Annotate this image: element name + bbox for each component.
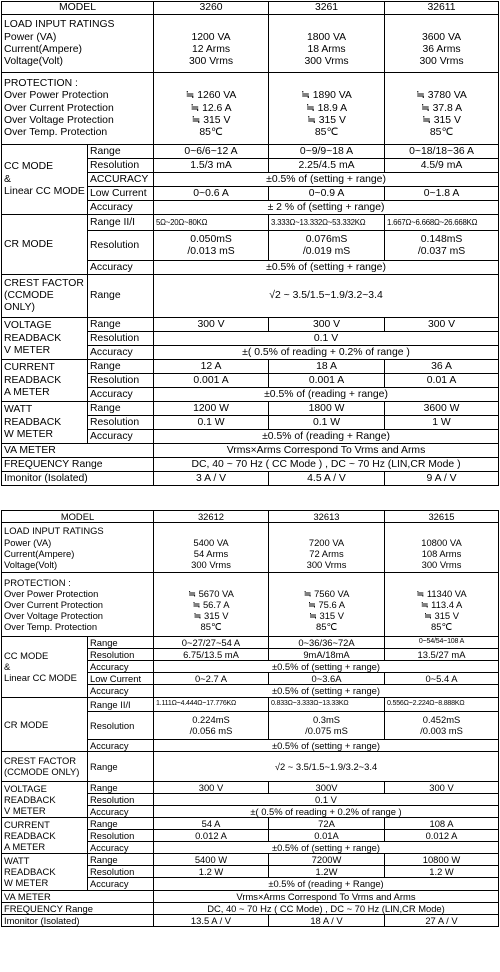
model-32612: 32612 xyxy=(154,511,269,523)
cc-res-3261: 2.25/4.5 mA xyxy=(269,159,385,173)
power-label: Power (VA) xyxy=(4,31,57,43)
current-label: Current(Ampere) xyxy=(4,43,82,55)
cc-accuracy-label: ACCURACY xyxy=(88,173,154,187)
ameter-range-label: Range xyxy=(88,817,154,829)
imonitor-32611: 9 A / V xyxy=(385,472,499,486)
imonitor-32613: 18 A / V xyxy=(269,914,385,926)
cr-res-3260: 0.050mS /0.013 mS xyxy=(154,231,269,261)
load-32612: 5400 VA 54 Arms 300 Vrms xyxy=(154,523,269,573)
ameter-acc-label: Accuracy xyxy=(88,388,154,402)
wmeter-range-32611: 3600 W xyxy=(385,402,499,416)
va-meter-value: Vrms×Arms Correspond To Vrms and Arms xyxy=(154,444,499,458)
ameter-category: CURRENT READBACK A METER xyxy=(2,360,88,402)
load-32613: 7200 VA 72 Arms 300 Vrms xyxy=(269,523,385,573)
vmeter-res-value: 0.1 V xyxy=(154,332,499,346)
ameter-range-row xyxy=(2,360,499,374)
ameter-res-32612: 0.012 A xyxy=(154,830,269,842)
vmeter-category: VOLTAGE READBACK V METER xyxy=(2,318,88,360)
header-row xyxy=(2,2,499,15)
cc-res-32612: 6.75/13.5 mA xyxy=(154,649,269,661)
cc-low-32615: 0~5.4 A xyxy=(385,673,499,685)
cc-accuracy-value: ±0.5% of (setting + range) xyxy=(154,173,499,187)
cc-range-label: Range xyxy=(88,145,154,159)
cc-accuracy2-label: Accuracy xyxy=(88,685,154,697)
wmeter-range-3260: 1200 W xyxy=(154,402,269,416)
wmeter-res-32612: 1.2 W xyxy=(154,866,269,878)
cr-range-label: Range II/I xyxy=(88,697,154,711)
ameter-range-32612: 54 A xyxy=(154,817,269,829)
spec-table-3261x-series xyxy=(1,510,499,927)
cc-accuracy-value: ±0.5% of (setting + range) xyxy=(154,661,499,673)
ameter-range-32615: 108 A xyxy=(385,817,499,829)
cr-mode-category: CR MODE xyxy=(2,215,88,275)
vmeter-range-row xyxy=(2,781,499,793)
protection-labels: PROTECTION : Over Power Protection Over Current Protection Over Voltage Protection Over Temp. Protection xyxy=(2,73,154,145)
cc-res-32613: 9mA/18mA xyxy=(269,649,385,661)
imonitor-32615: 27 A / V xyxy=(385,914,499,926)
cc-low-32611: 0~1.8 A xyxy=(385,187,499,201)
crest-range-label: Range xyxy=(88,275,154,318)
ameter-range-32611: 36 A xyxy=(385,360,499,374)
ameter-res-label: Resolution xyxy=(88,374,154,388)
load-32615: 10800 VA 108 Arms 300 Vrms xyxy=(385,523,499,573)
cc-range-3260: 0~6/6~12 A xyxy=(154,145,269,159)
cc-range-row xyxy=(2,145,499,159)
cr-mode-category: CR MODE xyxy=(2,697,88,751)
wmeter-res-3261: 0.1 W xyxy=(269,416,385,430)
wmeter-range-label: Range xyxy=(88,402,154,416)
vmeter-category: VOLTAGE READBACK V METER xyxy=(2,781,88,817)
ameter-range-32613: 72A xyxy=(269,817,385,829)
va-meter-label: VA METER xyxy=(2,890,154,902)
ameter-range-3260: 12 A xyxy=(154,360,269,374)
imonitor-32612: 13.5 A / V xyxy=(154,914,269,926)
vmeter-res-label: Resolution xyxy=(88,793,154,805)
model-3260: 3260 xyxy=(154,2,269,15)
cc-res-32615: 13.5/27 mA xyxy=(385,649,499,661)
protection-32612: ≒ 5670 VA ≒ 56.7 A ≒ 315 V 85℃ xyxy=(154,573,269,637)
crest-range-label: Range xyxy=(88,751,154,781)
cc-accuracy-label: Accuracy xyxy=(88,661,154,673)
va-meter-label: VA METER xyxy=(2,444,154,458)
vmeter-acc-label: Accuracy xyxy=(88,346,154,360)
ameter-res-32613: 0.01A xyxy=(269,830,385,842)
spec-table-3260-series xyxy=(1,1,499,486)
cc-low-3261: 0~0.9 A xyxy=(269,187,385,201)
wmeter-res-32613: 1.2W xyxy=(269,866,385,878)
cr-res-3261: 0.076mS /0.019 mS xyxy=(269,231,385,261)
imonitor-row xyxy=(2,472,499,486)
cc-low-3260: 0~0.6 A xyxy=(154,187,269,201)
cc-range-32612: 0~27/27~54 A xyxy=(154,637,269,649)
wmeter-res-3260: 0.1 W xyxy=(154,416,269,430)
cr-res-32613: 0.3mS /0.075 mS xyxy=(269,711,385,739)
imonitor-label: Imonitor (Isolated) xyxy=(2,914,154,926)
cr-range-32611: 1.667Ω~6.668Ω~26.668KΩ xyxy=(385,215,499,231)
load-input-labels: LOAD INPUT RATINGS Power (VA) Current(Ampere) Voltage(Volt) xyxy=(2,523,154,573)
wmeter-res-label: Resolution xyxy=(88,866,154,878)
wmeter-res-32615: 1.2 W xyxy=(385,866,499,878)
cc-accuracy2-value: ±0.5% of (setting + range) xyxy=(154,685,499,697)
wmeter-range-32615: 10800 W xyxy=(385,854,499,866)
wmeter-acc-value: ±0.5% of (reading + Range) xyxy=(154,878,499,890)
vmeter-range-32615: 300 V xyxy=(385,781,499,793)
protection-32611: ≒ 3780 VA ≒ 37.8 A ≒ 315 V 85℃ xyxy=(385,73,499,145)
wmeter-range-32612: 5400 W xyxy=(154,854,269,866)
ameter-acc-value: ±0.5% of (reading + range) xyxy=(154,388,499,402)
crest-category: CREST FACTOR (CCMODE ONLY) xyxy=(2,275,88,318)
cc-res-3260: 1.5/3 mA xyxy=(154,159,269,173)
model-32611: 32611 xyxy=(385,2,499,15)
protection-row xyxy=(2,73,499,145)
vmeter-acc-value: ±( 0.5% of reading + 0.2% of range ) xyxy=(154,346,499,360)
vmeter-range-3260: 300 V xyxy=(154,318,269,332)
cr-range-3260: 5Ω~20Ω~80KΩ xyxy=(154,215,269,231)
ameter-range-label: Range xyxy=(88,360,154,374)
crest-value: √2 ~ 3.5/1.5~1.9/3.2~3.4 xyxy=(154,275,499,318)
wmeter-range-32613: 7200W xyxy=(269,854,385,866)
ameter-res-32611: 0.01 A xyxy=(385,374,499,388)
vmeter-range-32611: 300 V xyxy=(385,318,499,332)
crest-row xyxy=(2,275,499,318)
cr-range-row xyxy=(2,215,499,231)
header-row xyxy=(2,511,499,523)
ameter-acc-value: ±0.5% of (setting + range) xyxy=(154,842,499,854)
va-meter-row xyxy=(2,444,499,458)
cr-resolution-label: Resolution xyxy=(88,711,154,739)
vmeter-res-value: 0.1 V xyxy=(154,793,499,805)
model-header: MODEL xyxy=(2,2,154,15)
model-32613: 32613 xyxy=(269,511,385,523)
cr-accuracy-value: ±0.5% of (setting + range) xyxy=(154,261,499,275)
model-3261: 3261 xyxy=(269,2,385,15)
va-meter-row xyxy=(2,890,499,902)
cr-range-32615: 0.556Ω~2.224Ω~8.888KΩ xyxy=(385,697,499,711)
cr-res-32612: 0.224mS /0.056 mS xyxy=(154,711,269,739)
protection-32613: ≒ 7560 VA ≒ 75.6 A ≒ 315 V 85℃ xyxy=(269,573,385,637)
vmeter-range-3261: 300 V xyxy=(269,318,385,332)
frequency-row xyxy=(2,902,499,914)
vmeter-acc-label: Accuracy xyxy=(88,805,154,817)
vmeter-acc-value: ±( 0.5% of reading + 0.2% of range ) xyxy=(154,805,499,817)
vmeter-range-label: Range xyxy=(88,781,154,793)
cc-range-32615: 0~54/54~108 A xyxy=(385,637,499,649)
wmeter-acc-label: Accuracy xyxy=(88,430,154,444)
wmeter-category: WATT READBACK W METER xyxy=(2,854,88,890)
wmeter-range-3261: 1800 W xyxy=(269,402,385,416)
cc-mode-category: CC MODE & Linear CC MODE xyxy=(2,637,88,697)
load-32611: 3600 VA 36 Arms 300 Vrms xyxy=(385,15,499,73)
cr-range-3261: 3.333Ω~13.332Ω~53.332KΩ xyxy=(269,215,385,231)
ameter-res-32615: 0.012 A xyxy=(385,830,499,842)
cr-range-32612: 1.111Ω~4.444Ω~17.776KΩ xyxy=(154,697,269,711)
model-header: MODEL xyxy=(2,511,154,523)
vmeter-range-label: Range xyxy=(88,318,154,332)
crest-row xyxy=(2,751,499,781)
ameter-res-3261: 0.001 A xyxy=(269,374,385,388)
cc-resolution-label: Resolution xyxy=(88,649,154,661)
ameter-res-3260: 0.001 A xyxy=(154,374,269,388)
cr-accuracy-label: Accuracy xyxy=(88,261,154,275)
load-3260: 1200 VA 12 Arms 300 Vrms xyxy=(154,15,269,73)
cc-range-32611: 0~18/18~36 A xyxy=(385,145,499,159)
protection-32615: ≒ 11340 VA ≒ 113.4 A ≒ 315 V 85℃ xyxy=(385,573,499,637)
vmeter-range-row xyxy=(2,318,499,332)
cc-res-32611: 4.5/9 mA xyxy=(385,159,499,173)
wmeter-acc-value: ±0.5% of (reading + Range) xyxy=(154,430,499,444)
cc-range-3261: 0~9/9~18 A xyxy=(269,145,385,159)
imonitor-3261: 4.5 A / V xyxy=(269,472,385,486)
cr-res-32611: 0.148mS /0.037 mS xyxy=(385,231,499,261)
protection-3260: ≒ 1260 VA ≒ 12.6 A ≒ 315 V 85℃ xyxy=(154,73,269,145)
vmeter-res-label: Resolution xyxy=(88,332,154,346)
cc-low-32612: 0~2.7 A xyxy=(154,673,269,685)
cr-accuracy-label: Accuracy xyxy=(88,739,154,751)
cr-range-row xyxy=(2,697,499,711)
model-32615: 32615 xyxy=(385,511,499,523)
vmeter-range-32612: 300 V xyxy=(154,781,269,793)
wmeter-range-label: Range xyxy=(88,854,154,866)
cr-res-32615: 0.452mS /0.003 mS xyxy=(385,711,499,739)
crest-value: √2 ~ 3.5/1.5~1.9/3.2~3.4 xyxy=(154,751,499,781)
frequency-label: FREQUENCY Range xyxy=(2,458,154,472)
cr-range-32613: 0.833Ω~3.333Ω~13.33KΩ xyxy=(269,697,385,711)
cc-low-current-label: Low Current xyxy=(88,673,154,685)
cc-range-label: Range xyxy=(88,637,154,649)
wmeter-category: WATT READBACK W METER xyxy=(2,402,88,444)
ameter-category: CURRENT READBACK A METER xyxy=(2,817,88,853)
imonitor-3260: 3 A / V xyxy=(154,472,269,486)
va-meter-value: Vrms×Arms Correspond To Vrms and Arms xyxy=(154,890,499,902)
cc-accuracy2-value: ± 2 % of (setting + range) xyxy=(154,201,499,215)
wmeter-acc-label: Accuracy xyxy=(88,878,154,890)
ameter-range-3261: 18 A xyxy=(269,360,385,374)
imonitor-label: Imonitor (Isolated) xyxy=(2,472,154,486)
frequency-value: DC, 40 ~ 70 Hz ( CC Mode) , DC ~ 70 Hz (LIN,CR Mode) xyxy=(154,902,499,914)
cr-resolution-label: Resolution xyxy=(88,231,154,261)
cc-accuracy2-label: Accuracy xyxy=(88,201,154,215)
load-input-row xyxy=(2,15,499,73)
cc-resolution-label: Resolution xyxy=(88,159,154,173)
load-3261: 1800 VA 18 Arms 300 Vrms xyxy=(269,15,385,73)
ameter-range-row xyxy=(2,817,499,829)
load-title: LOAD INPUT RATINGS xyxy=(4,19,115,31)
cr-range-label: Range II/I xyxy=(88,215,154,231)
protection-row xyxy=(2,573,499,637)
protection-3261: ≒ 1890 VA ≒ 18.9 A ≒ 315 V 85℃ xyxy=(269,73,385,145)
ameter-res-label: Resolution xyxy=(88,830,154,842)
wmeter-res-label: Resolution xyxy=(88,416,154,430)
frequency-row xyxy=(2,458,499,472)
cr-accuracy-value: ±0.5% of (setting + range) xyxy=(154,739,499,751)
ameter-acc-label: Accuracy xyxy=(88,842,154,854)
cc-low-current-label: Low Current xyxy=(88,187,154,201)
cc-low-32613: 0~3.6A xyxy=(269,673,385,685)
crest-category: CREST FACTOR (CCMODE ONLY) xyxy=(2,751,88,781)
cc-mode-category: CC MODE & Linear CC MODE xyxy=(2,145,88,215)
frequency-label: FREQUENCY Range xyxy=(2,902,154,914)
cc-range-32613: 0~36/36~72A xyxy=(269,637,385,649)
wmeter-range-row xyxy=(2,854,499,866)
vmeter-range-32613: 300V xyxy=(269,781,385,793)
load-input-labels xyxy=(2,15,154,73)
frequency-value: DC, 40 ~ 70 Hz ( CC Mode ) , DC ~ 70 Hz (LIN,CR Mode ) xyxy=(154,458,499,472)
voltage-label: Voltage(Volt) xyxy=(4,56,63,68)
wmeter-res-32611: 1 W xyxy=(385,416,499,430)
cc-range-row xyxy=(2,637,499,649)
imonitor-row xyxy=(2,914,499,926)
wmeter-range-row xyxy=(2,402,499,416)
protection-labels: PROTECTION : Over Power Protection Over Current Protection Over Voltage Protection Over Temp. Protection xyxy=(2,573,154,637)
load-input-row xyxy=(2,523,499,573)
